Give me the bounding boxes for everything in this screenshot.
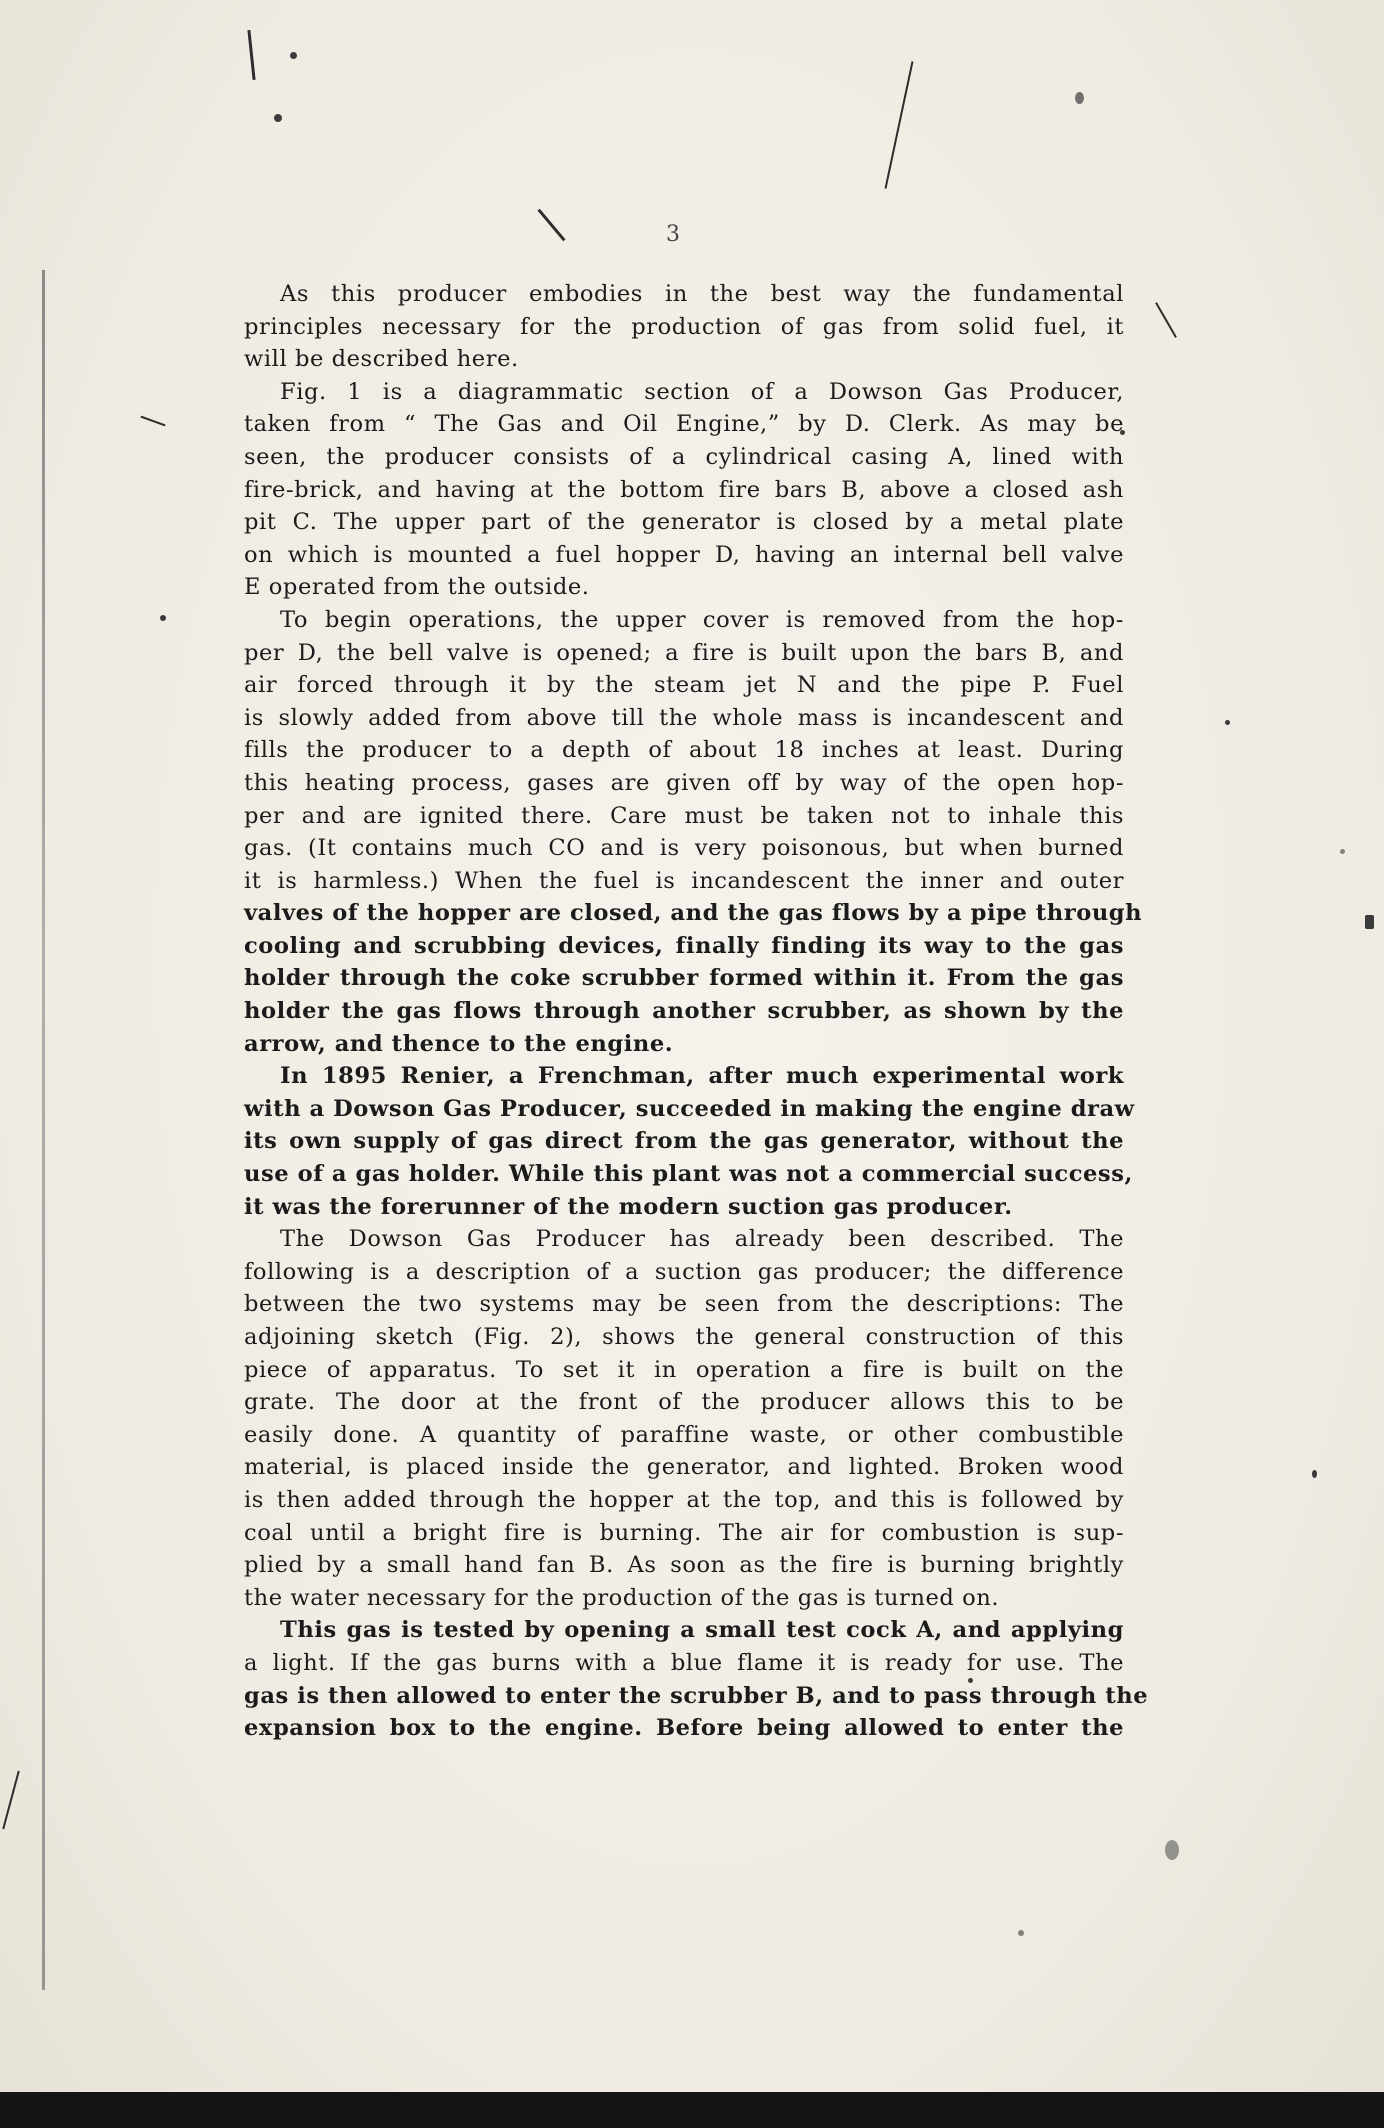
text-line: taken from “ The Gas and Oil Engine,” by D. Clerk. As may be bbox=[244, 411, 1124, 438]
text-line: valves of the hopper are closed, and the gas flows by a pipe through bbox=[244, 900, 1143, 927]
text-line: gas is then allowed to enter the scrubber B, and to pass through the bbox=[244, 1682, 1149, 1709]
text-line: with a Dowson Gas Producer, succeeded in making the engine draw bbox=[244, 1095, 1135, 1122]
dust-speck bbox=[1225, 720, 1230, 725]
paragraph bbox=[244, 278, 1124, 376]
dust-speck bbox=[290, 52, 297, 59]
dust-speck bbox=[1365, 915, 1374, 929]
text-line: The Dowson Gas Producer has already been described. The bbox=[280, 1226, 1124, 1253]
text-line: a light. If the gas burns with a blue flame it is ready for use. The bbox=[244, 1649, 1124, 1676]
text-line: between the two systems may be seen from the descriptions: The bbox=[244, 1291, 1124, 1318]
paragraph bbox=[244, 1060, 1135, 1223]
dust-speck bbox=[274, 114, 282, 122]
text-line: easily done. A quantity of paraffine waste, or other combustible bbox=[244, 1421, 1124, 1448]
text-line: holder through the coke scrubber formed within it. From the gas bbox=[244, 965, 1124, 992]
paragraph bbox=[244, 1614, 1149, 1744]
text-line: is then added through the hopper at the top, and this is followed by bbox=[244, 1486, 1124, 1513]
text-line: on which is mounted a fuel hopper D, having an internal bell valve bbox=[244, 541, 1124, 568]
paragraph bbox=[244, 376, 1124, 604]
text-line: its own supply of gas direct from the gas generator, without the bbox=[244, 1128, 1124, 1155]
text-line: expansion box to the engine. Before being allowed to enter the bbox=[244, 1715, 1124, 1742]
text-line: coal until a bright fire is burning. The air for combustion is sup- bbox=[244, 1519, 1124, 1546]
text-line: will be described here. bbox=[244, 346, 519, 373]
text-line: fills the producer to a depth of about 18 inches at least. During bbox=[244, 737, 1124, 764]
text-line: arrow, and thence to the engine. bbox=[244, 1030, 674, 1057]
text-line: per and are ignited there. Care must be taken not to inhale this bbox=[244, 802, 1124, 829]
text-line: following is a description of a suction gas producer; the difference bbox=[244, 1258, 1124, 1285]
text-line: pit C. The upper part of the generator is closed by a metal plate bbox=[244, 509, 1124, 536]
paragraph bbox=[244, 604, 1143, 1060]
text-line: To begin operations, the upper cover is removed from the hop- bbox=[280, 606, 1124, 633]
text-line: per D, the bell valve is opened; a fire is built upon the bars B, and bbox=[244, 639, 1124, 666]
text-line: plied by a small hand fan B. As soon as the fire is burning brightly bbox=[244, 1552, 1124, 1579]
dust-speck bbox=[1312, 1470, 1317, 1478]
text-line: this heating process, gases are given off by way of the open hop- bbox=[244, 769, 1124, 796]
text-line: This gas is tested by opening a small test cock A, and applying bbox=[280, 1617, 1124, 1644]
text-line: seen, the producer consists of a cylindrical casing A, lined with bbox=[244, 443, 1124, 470]
text-line: it was the forerunner of the modern suction gas producer. bbox=[244, 1193, 1013, 1220]
text-line: holder the gas flows through another scrubber, as shown by the bbox=[244, 998, 1124, 1025]
paragraph bbox=[244, 1223, 1124, 1614]
binding-edge-line bbox=[42, 270, 45, 1990]
body-text bbox=[244, 278, 1149, 1745]
text-line: use of a gas holder. While this plant was not a commercial success, bbox=[244, 1161, 1133, 1188]
text-line: E operated from the outside. bbox=[244, 574, 590, 601]
text-line: material, is placed inside the generator, and lighted. Broken wood bbox=[244, 1454, 1124, 1481]
text-line: adjoining sketch (Fig. 2), shows the general construction of this bbox=[244, 1324, 1124, 1350]
text-line: cooling and scrubbing devices, finally finding its way to the gas bbox=[244, 932, 1124, 959]
text-line: In 1895 Renier, a Frenchman, after much experimental work bbox=[280, 1063, 1124, 1090]
text-line: piece of apparatus. To set it in operation a fire is built on the bbox=[244, 1356, 1124, 1383]
dust-speck bbox=[1018, 1930, 1024, 1936]
text-line: the water necessary for the production of the gas is turned on. bbox=[244, 1584, 1000, 1611]
dust-speck bbox=[1075, 92, 1084, 104]
text-line: Fig. 1 is a diagrammatic section of a Dowson Gas Producer, bbox=[280, 378, 1124, 405]
dust-speck bbox=[160, 615, 166, 621]
text-line: is slowly added from above till the whole mass is incandescent and bbox=[244, 704, 1124, 731]
scan-bottom-border bbox=[0, 2092, 1384, 2128]
text-line: principles necessary for the production of gas from solid fuel, it bbox=[244, 313, 1124, 340]
text-line: fire-brick, and having at the bottom fire bars B, above a closed ash bbox=[244, 476, 1124, 503]
text-line: As this producer embodies in the best way the fundamental bbox=[280, 281, 1124, 307]
text-line: it is harmless.) When the fuel is incandescent the inner and outer bbox=[244, 867, 1124, 894]
text-line: grate. The door at the front of the producer allows this to be bbox=[244, 1389, 1124, 1416]
text-line: air forced through it by the steam jet N and the pipe P. Fuel bbox=[244, 672, 1124, 699]
text-line: gas. (It contains much CO and is very poisonous, but when burned bbox=[244, 835, 1124, 862]
page-number: 3 bbox=[666, 222, 680, 247]
dust-speck bbox=[1340, 849, 1345, 854]
dust-speck bbox=[1165, 1840, 1179, 1860]
